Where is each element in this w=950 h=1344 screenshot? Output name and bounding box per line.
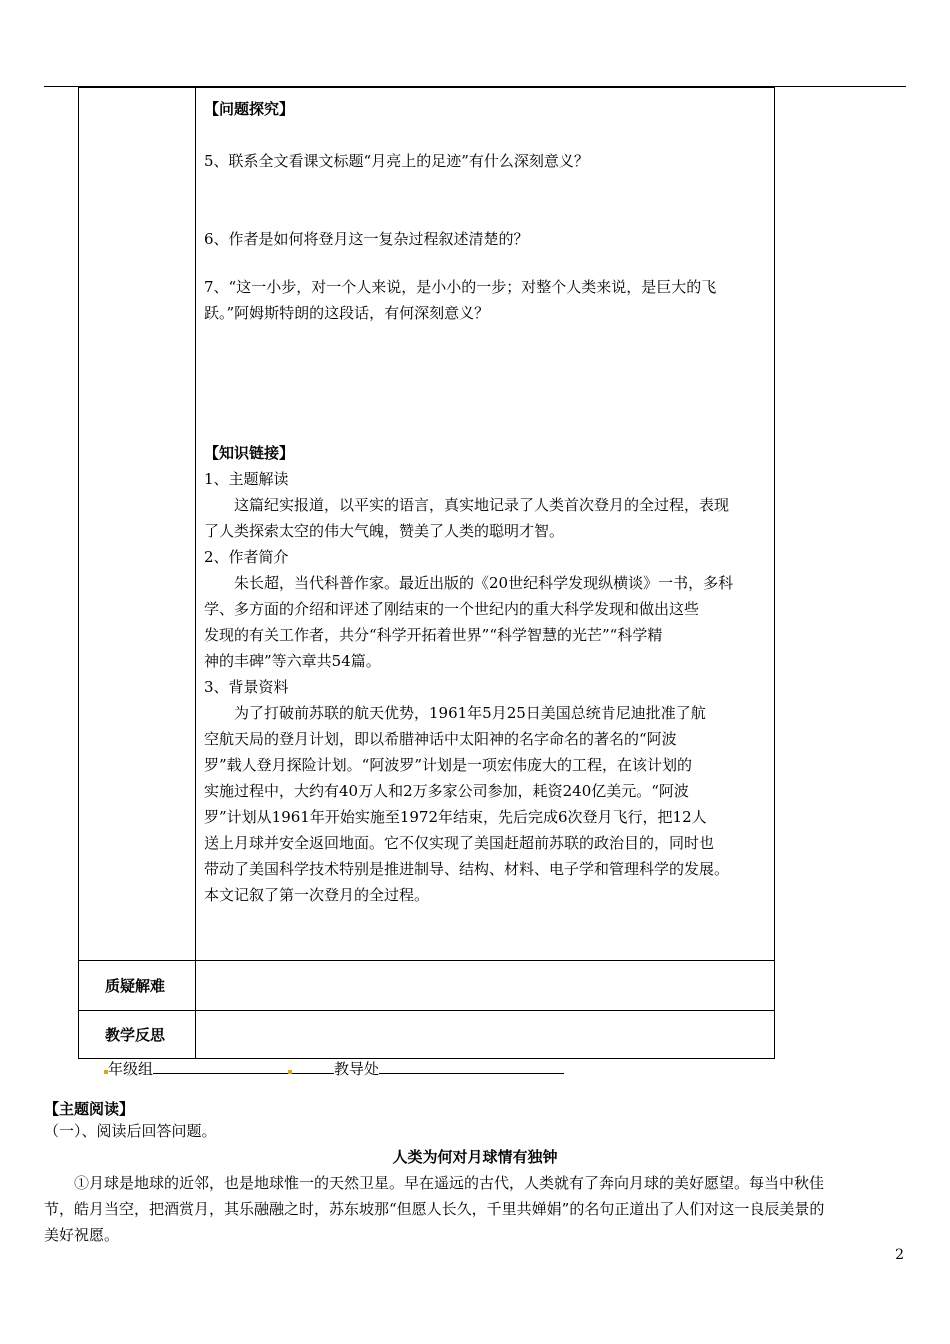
background-text-line: 为了打破前苏联的航天优势，1961年5月25日美国总统肯尼迪批准了航 [234,704,706,722]
doubts-answer-cell[interactable] [196,961,775,1011]
background-text-line: 罗”载人登月探险计划。“阿波罗”计划是一项宏伟庞大的工程，在该计划的 [204,756,693,774]
theme-title: 1、主题解读 [204,470,289,488]
lesson-table [78,87,775,1059]
knowledge-section [204,440,784,908]
reflection-answer-cell[interactable] [196,1011,775,1059]
question-6: 6、作者是如何将登月这一复杂过程叙述清楚的？ [204,230,529,248]
reading-paragraph-line: 节，皓月当空，把酒赏月，其乐融融之时，苏东坡那“但愿人长久，千里共婵娟”的名句正道出了人们对这一良辰美景的 [44,1200,825,1218]
inquiry-heading: 【问题探究】 [204,100,295,118]
background-text-line: 带动了美国科学技术特别是推进制导、结构、材料、电子学和管理科学的发展。 [204,860,730,878]
background-text-line: 空航天局的登月计划，即以希腊神话中太阳神的名字命名的著名的“阿波 [204,730,677,748]
reading-title: 人类为何对月球情有独钟 [392,1148,558,1166]
grade-group-label: 年级组 [108,1060,154,1078]
reading-paragraph-line: ①月球是地球的近邻，也是地球惟一的天然卫星。早在遥远的古代，人类就有了奔向月球的美好愿望。每当中秋佳 [74,1174,825,1192]
left-column-cell [79,88,196,961]
theme-text-line: 了人类探索太空的伟大气魄，赞美了人类的聪明才智。 [204,522,565,540]
author-text-line: 朱长超，当代科普作家。最近出版的《20世纪科学发现纵横谈》一书，多科 [234,574,734,592]
theme-text-line: 这篇纪实报道，以平实的语言，真实地记录了人类首次登月的全过程，表现 [234,496,730,514]
background-text-line: 本文记叙了第一次登月的全过程。 [204,886,430,904]
author-title: 2、作者简介 [204,548,289,566]
extra-blank[interactable] [292,1059,334,1074]
reading-heading: 【主题阅读】 [44,1100,135,1118]
background-text-line: 罗”计划从1961年开始实施至1972年结束，先后完成6次登月飞行，把12人 [204,808,707,826]
reading-paragraph-line: 美好祝愿。 [44,1226,120,1244]
teaching-office-blank[interactable] [379,1059,564,1074]
question-7-line2: 跃。”阿姆斯特朗的这段话，有何深刻意义？ [204,304,490,322]
page-number: 2 [895,1247,904,1263]
background-title: 3、背景资料 [204,678,289,696]
reading-section [44,1098,906,1248]
background-text-line: 实施过程中，大约有40万人和2万多家公司参加，耗资240亿美元。“阿波 [204,782,689,800]
content-cell [196,88,775,961]
author-text-line: 神的丰碑”等六章共54篇。 [204,652,381,670]
author-text-line: 学、多方面的介绍和评述了刚结束的一个世纪内的重大科学发现和做出这些 [204,600,700,618]
question-5: 5、联系全文看课文标题“月亮上的足迹”有什么深刻意义？ [204,152,589,170]
teaching-office-label: 教导处 [334,1060,380,1078]
knowledge-heading: 【知识链接】 [204,444,295,462]
reading-subheading: （一）、阅读后回答问题。 [44,1122,217,1140]
background-text-line: 送上月球并安全返回地面。它不仅实现了美国赶超前苏联的政治目的，同时也 [204,834,715,852]
author-text-line: 发现的有关工作者，共分“科学开拓着世界”“科学智慧的光芒”“科学精 [204,626,663,644]
question-7-line1: 7、“这一小步，对一个人来说，是小小的一步；对整个人类来说，是巨大的飞 [204,278,717,296]
signature-line [104,1058,564,1079]
reflection-label: 教学反思 [79,1011,196,1059]
grade-group-blank[interactable] [153,1059,288,1074]
doubts-label: 质疑解难 [79,961,196,1011]
